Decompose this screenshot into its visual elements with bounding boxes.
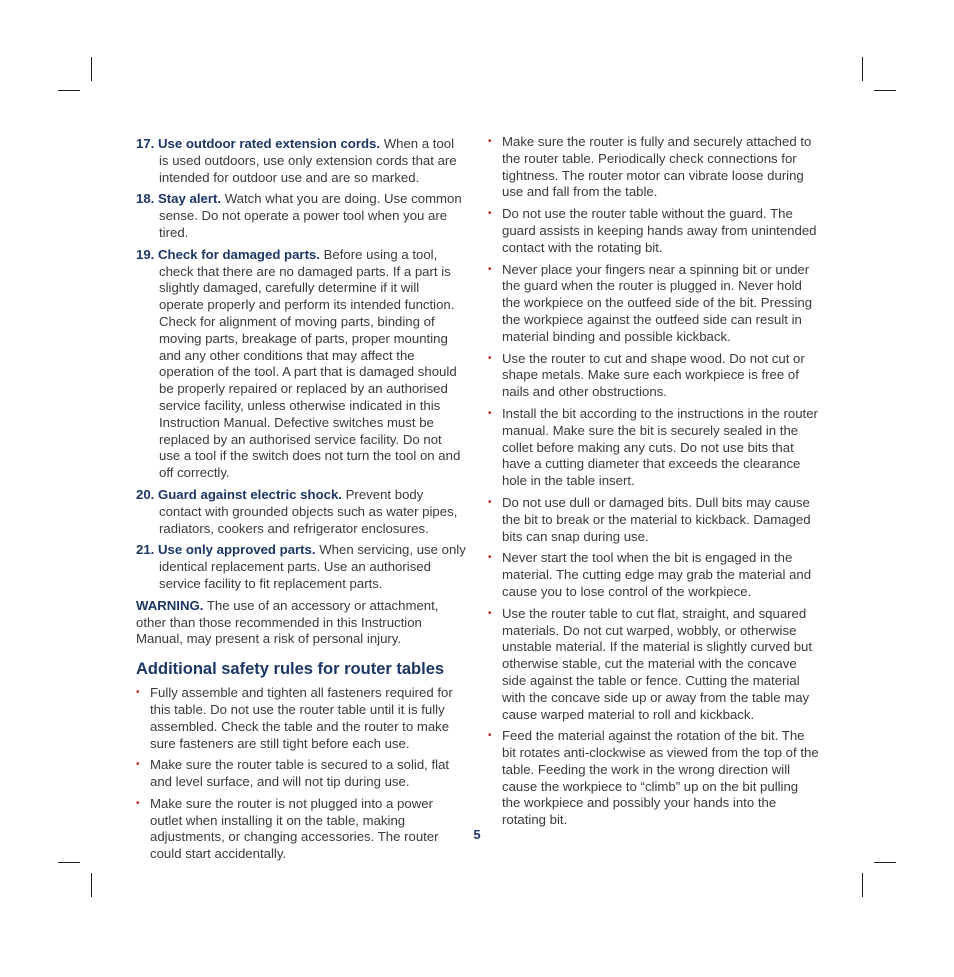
safety-rule-17	[136, 136, 466, 186]
rule-text: Prevent body contact with grounded objects such as water pipes, radiators, cookers and refrigerator enclosures.	[159, 486, 458, 536]
rule-title: 21. Use only approved parts.	[136, 542, 316, 558]
crop-mark-top-left-h	[58, 90, 80, 91]
list-item-text: Never place your fingers near a spinning bit or under the guard when the router is plugged in. Never hold the workpiece on the outfeed side of the bit. Pressing the workpiece against the outfeed side can result in material binding and possible kickback.	[502, 261, 813, 344]
crop-mark-bottom-left-h	[58, 862, 80, 863]
rule-title: 17. Use outdoor rated extension cords.	[136, 136, 381, 151]
list-item	[488, 550, 820, 600]
crop-mark-bottom-right-v	[862, 873, 863, 897]
list-item	[136, 685, 466, 752]
list-item-text: Never start the tool when the bit is engaged in the material. The cutting edge may grab the material and cause you to lose control of the workpiece.	[502, 550, 812, 599]
crop-mark-top-right-v	[862, 57, 863, 81]
warning-text: The use of an accessory or attachment, other than those recommended in this Instruction Manual, may present a risk of personal injury.	[136, 597, 439, 647]
crop-mark-top-right-h	[874, 90, 896, 91]
warning-note	[136, 598, 466, 648]
list-item-text: Make sure the router is not plugged into a power outlet when installing it on the table, making adjustments, or changing accessories. The router could start accidentally.	[150, 795, 439, 862]
list-item-text: Do not use the router table without the guard. The guard assists in keeping hands away from unintended contact with the rotating bit.	[502, 206, 817, 255]
list-item	[488, 134, 820, 201]
safety-rule-20	[136, 487, 466, 537]
bullet-icon: •	[488, 407, 492, 419]
list-item-text: Fully assemble and tighten all fasteners required for this table. Do not use the router table until it is fully assembled. Check the table and the router to make sure fasteners are still tight before each use.	[150, 685, 453, 751]
list-item-text: Install the bit according to the instructions in the router manual. Make sure the bit is securely sealed in the collet before making any cuts. Do not use bits that have a cutting diameter that exceeds the clearance hole in the table insert.	[502, 405, 818, 489]
list-item	[488, 606, 820, 724]
safety-rule-21	[136, 542, 466, 592]
bullet-icon: •	[488, 552, 492, 564]
crop-mark-top-left-v	[91, 57, 92, 81]
rule-title: 18. Stay alert.	[136, 191, 222, 207]
list-item-text: Make sure the router table is secured to a solid, flat and level surface, and will not tip during use.	[150, 757, 450, 790]
bullet-icon: •	[136, 797, 140, 809]
bullet-icon: •	[488, 208, 492, 220]
list-item	[488, 728, 820, 829]
bullet-icon: •	[488, 136, 492, 147]
router-table-rules-list-continued	[488, 134, 820, 829]
rule-text: Before using a tool, check that there are no damaged parts. If a part is slightly damaged, carefully determine if it will operate properly and perform its intended function. Check for alignment of moving parts, binding of moving parts, breakage of parts, proper mounting and any other conditions that may affect the operation of the tool. A part that is damaged should be properly repaired or replaced by an authorised service facility, unless otherwise indicated in this Instruction Manual. Defective switches must be replaced by an authorised service facility. Do not use a tool if the switch does not turn the tool on and off correctly.	[159, 246, 461, 481]
list-item	[488, 406, 820, 490]
list-item	[488, 351, 820, 401]
bullet-icon: •	[488, 352, 492, 364]
bullet-icon: •	[136, 759, 140, 771]
rule-text: When a tool is used outdoors, use only extension cords that are intended for outdoor use and are so marked.	[159, 136, 457, 185]
right-column	[488, 136, 820, 834]
warning-label: WARNING.	[136, 597, 204, 613]
list-item-text: Make sure the router is fully and securely attached to the router table. Periodically check connections for tightness. The router motor can vibrate loose during use and fall from the table.	[502, 134, 812, 200]
list-item-text: Use the router table to cut flat, straight, and squared materials. Do not cut warped, wobbly, or otherwise unstable material. If the material is slightly curved but otherwise stable, cut the material with the concave side against the table or fence. Cutting the material with the concave side up or away from the table may cause warped material to roll and kickback.	[502, 605, 813, 722]
left-column	[136, 136, 466, 868]
rule-title: 19. Check for damaged parts.	[136, 246, 320, 262]
list-item	[488, 262, 820, 346]
bullet-icon: •	[136, 687, 140, 699]
bullet-icon: •	[488, 496, 492, 508]
list-item-text: Use the router to cut and shape wood. Do not cut or shape metals. Make sure each workpiece is free of nails and other obstructions.	[502, 350, 805, 400]
bullet-icon: •	[488, 263, 492, 275]
page-number: 5	[473, 827, 481, 842]
list-item-text: Feed the material against the rotation of the bit. The bit rotates anti-clockwise as viewed from the top of the table. Feeding the work in the wrong direction will cause the workpiece to “climb” up on the bit pulling the workpiece and possibly your hands into the rotating bit.	[502, 728, 819, 828]
bullet-icon: •	[488, 730, 492, 742]
rule-text: Watch what you are doing. Use common sense. Do not operate a power tool when you are tired.	[159, 191, 462, 240]
rule-title: 20. Guard against electric shock.	[136, 486, 342, 502]
safety-rule-18	[136, 191, 466, 241]
crop-mark-bottom-right-h	[874, 862, 896, 863]
list-item	[488, 206, 820, 256]
bullet-icon: •	[488, 607, 492, 619]
crop-mark-bottom-left-v	[91, 873, 92, 897]
section-heading: Additional safety rules for router tables	[136, 660, 445, 679]
list-item	[488, 495, 820, 545]
rule-text: When servicing, use only identical replacement parts. Use an authorised service facility to fit replacement parts.	[159, 542, 466, 591]
list-item	[136, 757, 466, 791]
list-item-text: Do not use dull or damaged bits. Dull bits may cause the bit to break or the material to kickback. Damaged bits can snap during use.	[502, 494, 811, 544]
safety-rule-19	[136, 247, 466, 482]
